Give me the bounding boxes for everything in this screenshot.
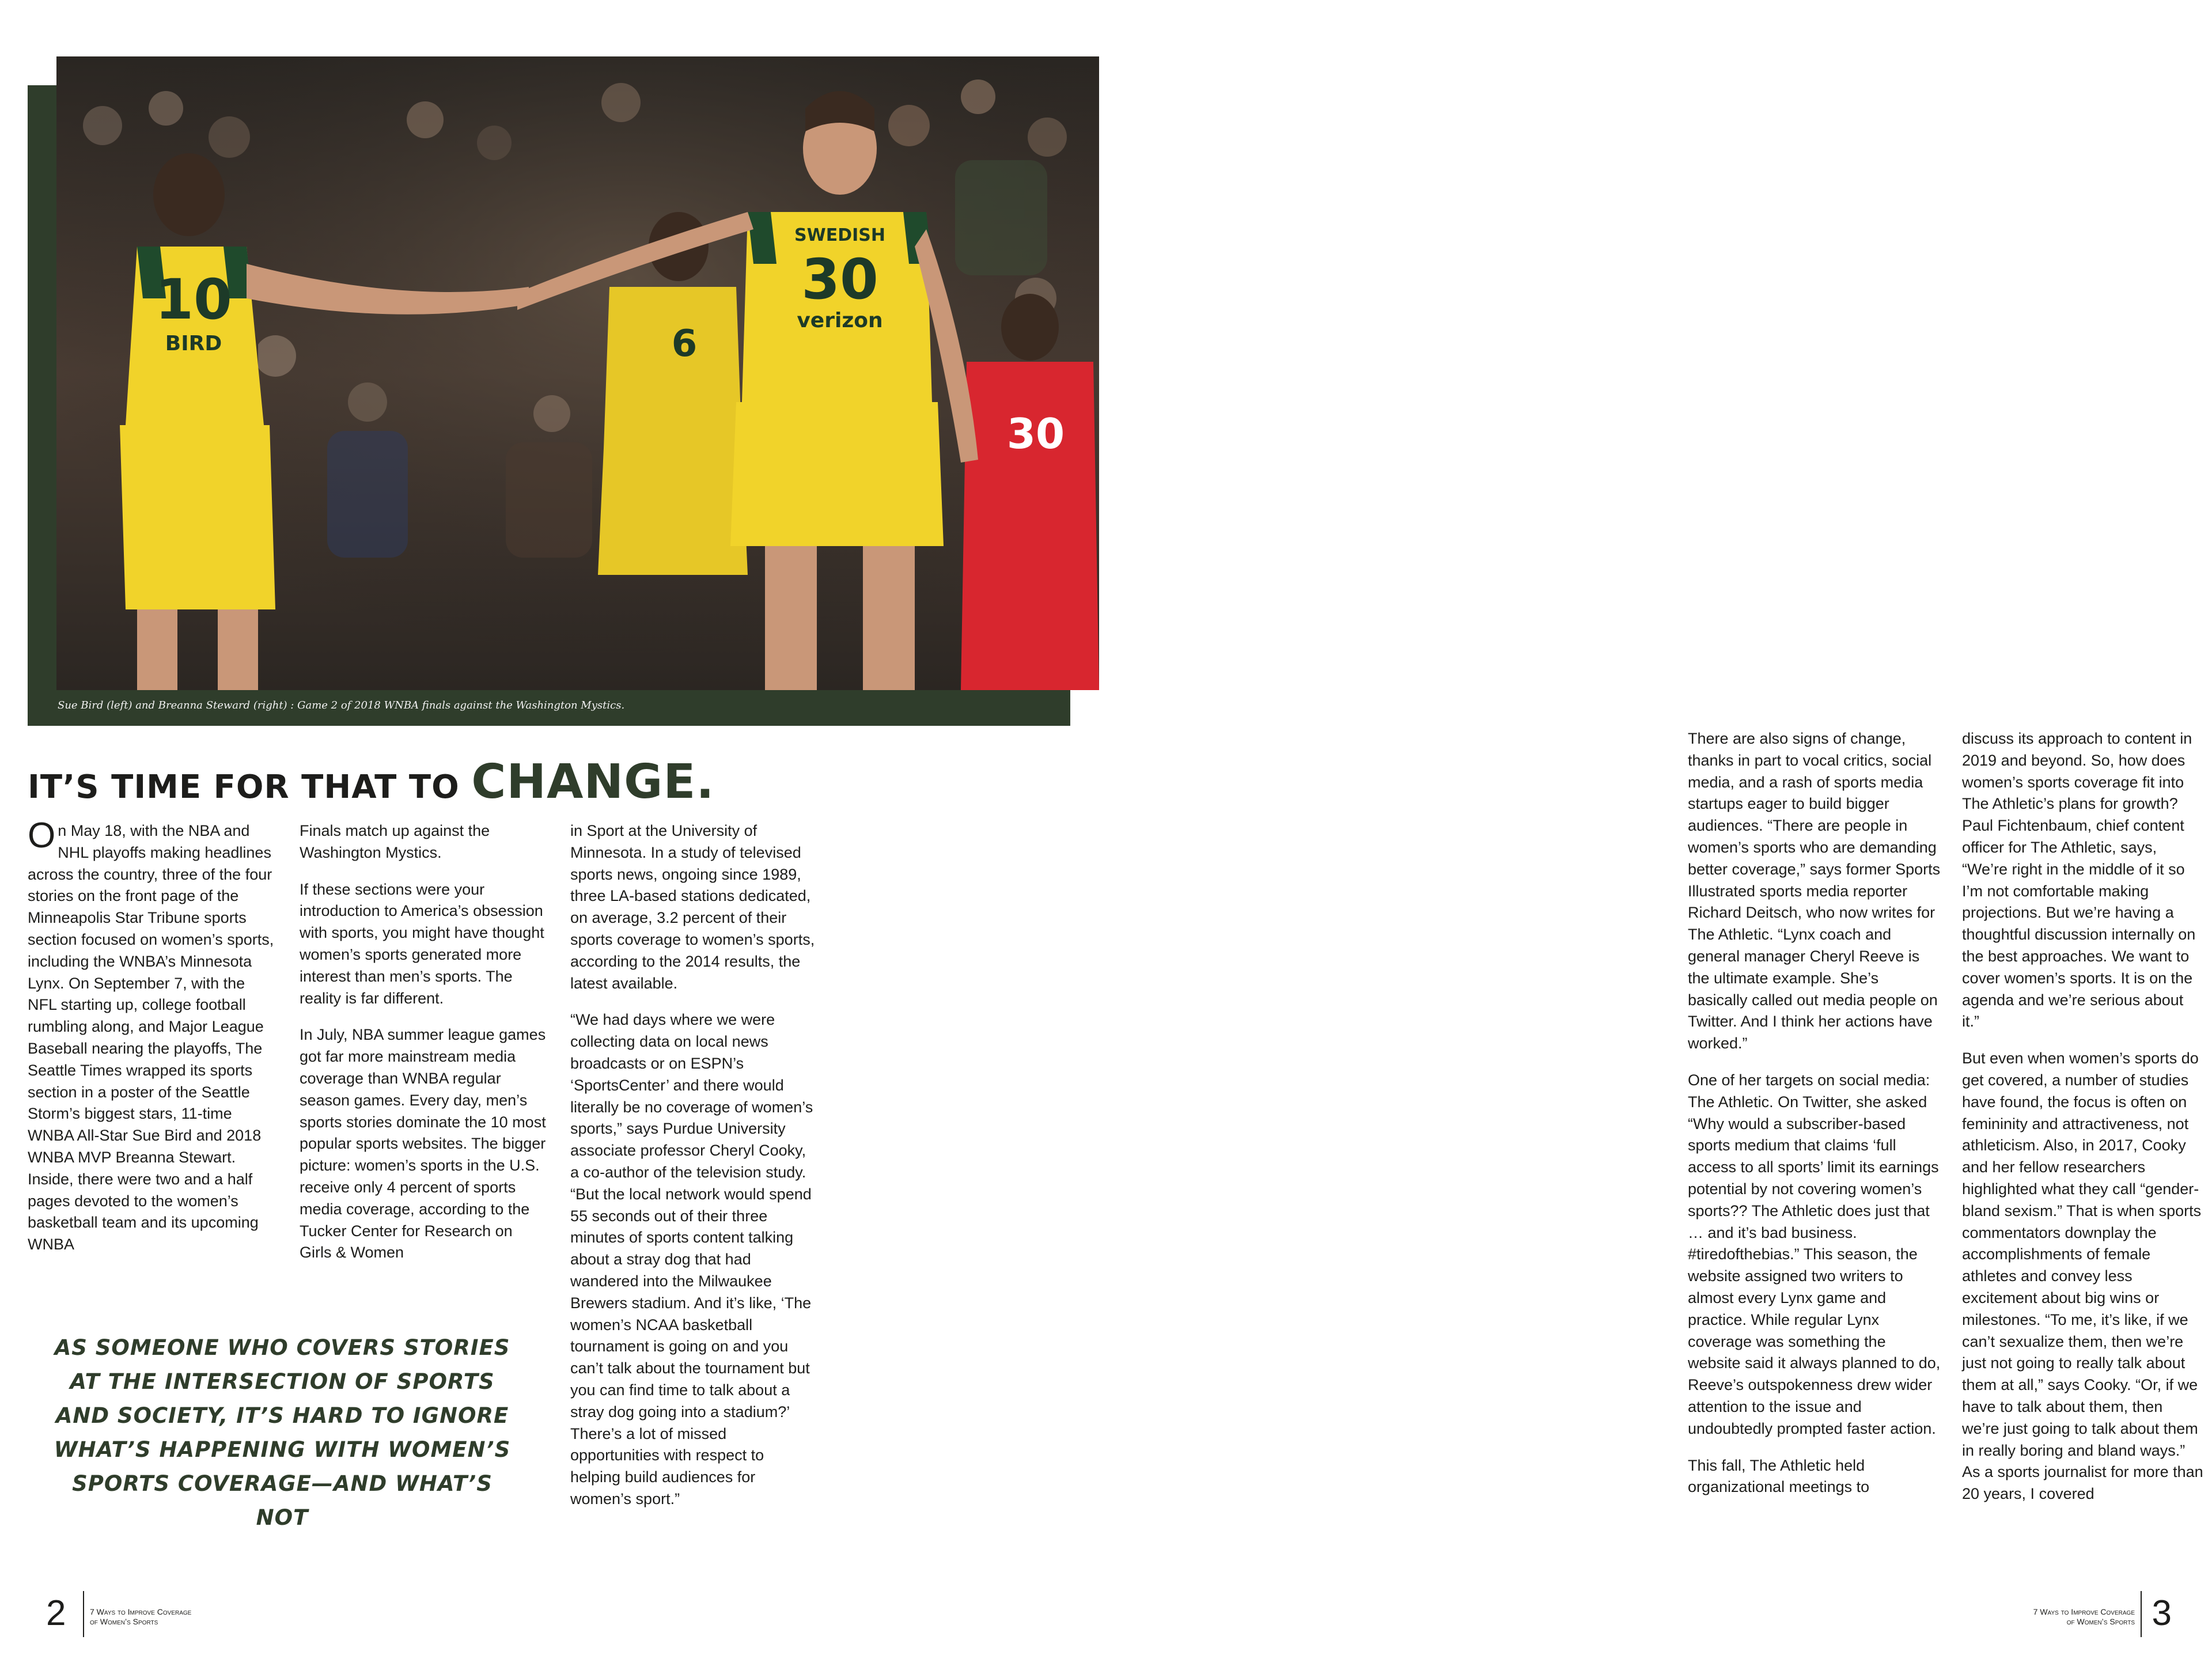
folio-left (46, 1591, 276, 1637)
headline-lead: IT’S TIME FOR THAT TO (28, 768, 460, 806)
page-number-left: 2 (46, 1593, 66, 1633)
page-number-right: 3 (2152, 1593, 2172, 1633)
jersey-sponsor-verizon: verizon (797, 309, 883, 332)
pull-quote: AS SOMEONE WHO COVERS STORIES AT THE INTERSECTION OF SPORTS AND SOCIETY, IT’S HARD TO IGNORE WHAT’S HAPPENING WITH WOMEN’S SPORTS COVERAGE—AND WHAT’S NOT (54, 1335, 511, 1530)
left-column-2 (300, 820, 547, 1279)
drop-cap: O (28, 816, 56, 855)
left-column-1 (28, 816, 275, 1271)
folio-label-right (1950, 1607, 2135, 1627)
basketball-photo (56, 56, 1099, 690)
folio-right (1959, 1591, 2177, 1637)
right-column-2 (1962, 728, 2204, 1520)
folio-rule-left (83, 1591, 84, 1637)
folio-label-left (90, 1607, 274, 1627)
folio-label-right-line2: of Women’s Sports (2066, 1617, 2135, 1626)
left-col2-p1: Finals match up against the Washington Mystics. (300, 822, 490, 861)
left-column-3 (570, 820, 818, 1525)
photo-caption: Sue Bird (left) and Breanna Steward (right) : Game 2 of 2018 WNBA finals against the Washington Mystics. (58, 699, 625, 711)
right-col1-p1: There are also signs of change, thanks in part to vocal critics, social media, and a rash of sports media startups eager to build bigger audiences. “There are people in women’s sports who are demanding better coverage,” says former Sports Illustrated sports media reporter Richard Deitsch, who now writes for The Athletic. “Lynx coach and general manager Cheryl Reeve is the ultimate example. She’s basically called out media people on Twitter. And I think her actions have worked.” (1688, 730, 1941, 1052)
jersey-sponsor-swedish: SWEDISH (794, 225, 885, 245)
left-col3-p1: in Sport at the University of Minnesota. In a study of televised sports news, ongoing since 1989, three LA-based stations dedicated, on average, 3.2 percent of their sports coverage to women’s sports, according to the 2014 results, the latest available. (570, 822, 815, 992)
folio-label-right-line1: 7 Ways to Improve Coverage (2033, 1607, 2135, 1616)
right-col1-p2: One of her targets on social media: The Athletic. On Twitter, she asked “Why would a subscriber-based sports medium that claims ‘full access to all sports’ limit its earnings potential by not covering women’s sports?? The Athletic does just that … and it’s bad business. #tiredofthebias.” This season, the website assigned two writers to almost every Lynx game and practice. While regular Lynx coverage was something the website said it always planned to do, Reeve’s outspokenness drew wider attention to the issue and undoubtedly prompted faster action. (1688, 1071, 1941, 1437)
headline-emphasis: CHANGE. (471, 755, 715, 809)
right-col1-p3: This fall, The Athletic held organizational meetings to (1688, 1456, 1870, 1496)
left-col1-text: n May 18, with the NBA and NHL playoffs making headlines across the country, three of the four stories on the front page of the Minneapolis Star Tribune sports section focused on women’s sports, including the WNBA’s Minnesota Lynx. On September 7, with the NFL starting up, college football rumbling along, and Major League Baseball nearing the playoffs, The Seattle Times wrapped its sports section in a poster of the Seattle Storm’s biggest stars, 11-time WNBA All-Star Sue Bird and 2018 WNBA MVP Breanna Stewart. Inside, there were two and a half pages devoted to the women’s basketball team and its upcoming WNBA (28, 822, 274, 1253)
jersey-number-opponent: 30 (1006, 410, 1065, 458)
left-col3-p2: “We had days where we were collecting data on local news broadcasts or on ESPN’s ‘SportsCenter’ and there would literally be no coverage of women’s sports,” says Purdue University associate professor Cheryl Cooky, a co-author of the television study. “But the local network would spend 55 seconds out of their three minutes of sports content talking about a stray dog that had wandered into the Milwaukee Brewers stadium. And it’s like, ‘The women’s NCAA basketball tournament is going on and you can’t talk about the tournament but you can find time to talk about a stray dog going into a stadium?’ There’s a lot of missed opportunities with respect to helping build audiences for women’s sport.” (570, 1011, 813, 1508)
jersey-number-bird: 10 (155, 267, 232, 332)
right-column-1 (1688, 728, 1941, 1513)
right-col2-p1: discuss its approach to content in 2019 and beyond. So, how does women’s sports coverage fit into The Athletic’s plans for growth? Paul Fichtenbaum, chief content officer for The Athletic, says, “We’re right in the middle of it so I’m not comfortable making projections. But we’re having a thoughtful discussion internally on the best approaches. We want to cover women’s sports. It is on the agenda and we’re serious about it.” (1962, 730, 2196, 1031)
photo-illustration (56, 56, 1099, 690)
jersey-number-stewart: 30 (801, 247, 878, 312)
left-col2-p3: In July, NBA summer league games got far more mainstream media coverage than WNBA regular season games. Every day, men’s sports stories dominate the 10 most popular sports websites. The bigger picture: women’s sports in the U.S. receive only 4 percent of sports media coverage, according to the Tucker Center for Research on Girls & Women (300, 1026, 546, 1262)
jersey-name-bird: BIRD (165, 332, 222, 355)
photo-frame-band (28, 85, 56, 726)
left-col2-p2: If these sections were your introduction to America’s obsession with sports, you might have thought women’s sports generated more interest than men’s sports. The reality is far different. (300, 880, 544, 1007)
folio-rule-right (2141, 1591, 2142, 1637)
folio-label-left-line1: 7 Ways to Improve Coverage (90, 1607, 192, 1616)
folio-label-left-line2: of Women’s Sports (90, 1617, 158, 1626)
jersey-number-background: 6 (671, 323, 698, 365)
right-col2-p2: But even when women’s sports do get covered, a number of studies have found, the focus is often on femininity and attractiveness, not athleticism. Also, in 2017, Cooky and her fellow researchers highlighted what they call “gender-bland sexism.” That is when sports commentators downplay the accomplishments of female athletes and convey less excitement about big wins or milestones. “To me, it’s like, if we can’t sexualize them, then we’re just not going to really talk about them at all,” says Cooky. “Or, if we have to talk about them, then we’re just going to talk about them in really boring and bland ways.” As a sports journalist for more than 20 years, I covered (1962, 1050, 2203, 1503)
left-col1-paragraph (28, 816, 275, 1256)
section-headline (28, 755, 834, 809)
